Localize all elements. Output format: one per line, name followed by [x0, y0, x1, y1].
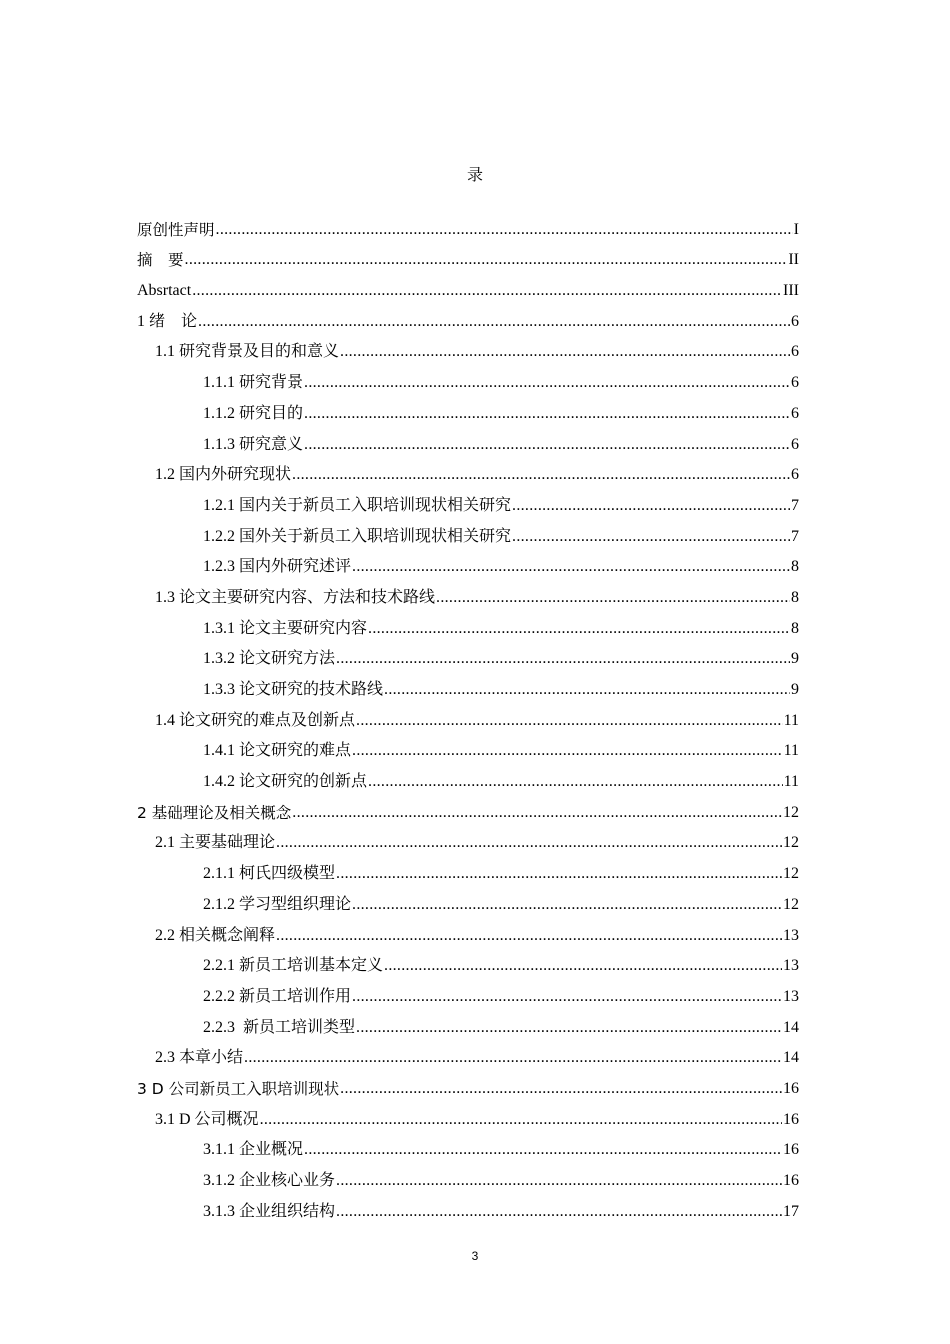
- toc-entry-label: 1.2 国内外研究现状: [155, 466, 292, 484]
- toc-leader-dots: [512, 527, 790, 547]
- toc-entry-page: 11: [783, 773, 799, 791]
- toc-entry-label: 1.4.1 论文研究的难点: [203, 742, 352, 760]
- toc-entry-label: 2.2 相关概念阐释: [155, 926, 276, 944]
- toc-entry-page: 14: [783, 1018, 799, 1036]
- toc-leader-dots: [185, 250, 788, 270]
- toc-leader-dots: [304, 404, 790, 424]
- toc-entry-page: 7: [791, 527, 799, 545]
- toc-leader-dots: [336, 649, 790, 669]
- toc-entry-page: 6: [791, 374, 799, 392]
- toc-leader-dots: [198, 312, 790, 332]
- toc-entry-page: 12: [783, 865, 799, 883]
- toc-entry-label: 2.1.1 柯氏四级模型: [203, 865, 336, 883]
- toc-entry-page: 16: [783, 1141, 799, 1159]
- toc-entry-page: 6: [791, 466, 799, 484]
- toc-entry-page: 11: [783, 742, 799, 760]
- toc-entry[interactable]: [137, 362, 799, 393]
- toc-entry[interactable]: [137, 700, 799, 731]
- toc-entry-label: 2.1.2 学习型组织理论: [203, 895, 352, 913]
- toc-leader-dots: [384, 956, 782, 976]
- toc-entry-page: 12: [783, 895, 799, 913]
- toc-entry-page: 16: [783, 1079, 799, 1097]
- toc-entry[interactable]: [137, 823, 799, 854]
- toc-entry[interactable]: [137, 1191, 799, 1222]
- toc-entry[interactable]: [137, 669, 799, 700]
- toc-entry-page: 6: [791, 312, 799, 330]
- toc-entry-label: 3.1 D 公司概况: [155, 1110, 259, 1128]
- toc-entry-label: 原创性声明: [137, 220, 215, 239]
- toc-entry-page: 12: [783, 834, 799, 852]
- toc-leader-dots: [304, 1140, 782, 1160]
- toc-entry-label: 1 绪 论: [137, 312, 198, 330]
- toc-entry[interactable]: [137, 976, 799, 1007]
- toc-leader-dots: [356, 1018, 782, 1038]
- toc-entry[interactable]: [137, 485, 799, 516]
- toc-entry[interactable]: [137, 1038, 799, 1069]
- toc-entry-label: 1.2.1 国内关于新员工入职培训现状相关研究: [203, 496, 512, 514]
- toc-entry-page: 16: [783, 1172, 799, 1189]
- toc-leader-dots: [244, 1048, 782, 1068]
- toc-leader-dots: [304, 435, 790, 455]
- toc-entry-label: 3.1.1 企业概况: [203, 1141, 304, 1159]
- toc-entry[interactable]: [137, 731, 799, 762]
- toc-entry[interactable]: [137, 1007, 799, 1038]
- toc-leader-dots: [352, 987, 782, 1007]
- toc-title: 录: [466, 167, 483, 184]
- toc-entry[interactable]: [137, 455, 799, 486]
- toc-entry[interactable]: [137, 301, 799, 332]
- toc-entry-label: 3 D 公司新员工入职培训现状: [137, 1079, 340, 1098]
- toc-leader-dots: [192, 281, 782, 301]
- toc-entry-page: 14: [783, 1049, 799, 1067]
- toc-entry-label: 2.3 本章小结: [155, 1049, 244, 1067]
- toc-entry[interactable]: [137, 1099, 799, 1130]
- toc-leader-dots: [276, 833, 782, 853]
- toc-entry-page: 8: [791, 588, 799, 606]
- toc-entry-label: 1.3.1 论文主要研究内容: [203, 619, 368, 637]
- toc-entry[interactable]: [137, 1130, 799, 1161]
- toc-entry-page: I: [793, 220, 799, 238]
- toc-entry[interactable]: [137, 240, 799, 271]
- toc-entry-page: 8: [791, 619, 799, 637]
- toc-leader-dots: [356, 711, 783, 731]
- toc-entry-page: 11: [783, 711, 799, 729]
- toc-entry-label: 1.3.3 论文研究的技术路线: [203, 681, 384, 698]
- toc-entry[interactable]: [137, 946, 799, 977]
- toc-leader-dots: [276, 926, 782, 946]
- toc-leader-dots: [512, 496, 790, 516]
- toc-leader-dots: [436, 588, 790, 608]
- toc-entry[interactable]: [137, 270, 799, 301]
- toc-entry-page: 6: [791, 435, 799, 453]
- toc-leader-dots: [216, 220, 793, 240]
- toc-entry-page: 7: [791, 496, 799, 514]
- toc-leader-dots: [304, 373, 790, 393]
- toc-entry-label: 1.1.3 研究意义: [203, 435, 304, 453]
- toc-entry-label: 1.1.2 研究目的: [203, 404, 304, 422]
- toc-entry-page: 16: [783, 1110, 799, 1128]
- toc-entry-page: 9: [791, 681, 799, 698]
- toc-entry-page: 8: [791, 558, 799, 576]
- toc-entry-label: 1.4 论文研究的难点及创新点: [155, 711, 356, 729]
- toc-leader-dots: [260, 1110, 782, 1130]
- toc-entry[interactable]: [137, 608, 799, 639]
- toc-entry[interactable]: [137, 915, 799, 946]
- toc-entry[interactable]: [137, 1068, 799, 1099]
- toc-entry[interactable]: [137, 884, 799, 915]
- toc-entry-label: Absrtact: [137, 282, 192, 300]
- table-of-contents: [137, 209, 799, 1222]
- toc-entry-page: II: [788, 251, 799, 269]
- toc-entry-label: 2.2.2 新员工培训作用: [203, 987, 352, 1005]
- toc-entry[interactable]: [137, 547, 799, 578]
- toc-leader-dots: [352, 741, 783, 761]
- toc-leader-dots: [292, 803, 782, 823]
- toc-entry-label: 3.1.2 企业核心业务: [203, 1172, 336, 1189]
- toc-leader-dots: [352, 895, 782, 915]
- toc-leader-dots: [336, 1171, 782, 1191]
- toc-entry[interactable]: [137, 516, 799, 547]
- toc-entry-page: 17: [783, 1202, 799, 1220]
- toc-entry[interactable]: [137, 209, 799, 240]
- toc-entry-label: 3.1.3 企业组织结构: [203, 1202, 336, 1220]
- toc-leader-dots: [336, 1202, 782, 1222]
- toc-entry-label: 1.4.2 论文研究的创新点: [203, 773, 368, 791]
- toc-entry-label: 摘 要: [137, 251, 184, 270]
- toc-entry[interactable]: [137, 393, 799, 424]
- toc-entry-label: 2.1 主要基础理论: [155, 834, 276, 852]
- toc-entry-label: 2.2.1 新员工培训基本定义: [203, 957, 384, 975]
- toc-leader-dots: [336, 864, 782, 884]
- toc-entry[interactable]: [137, 792, 799, 823]
- toc-leader-dots: [368, 772, 783, 792]
- toc-entry[interactable]: [137, 332, 799, 363]
- toc-entry-page: 13: [783, 926, 799, 944]
- toc-entry-label: 2 基础理论及相关概念: [137, 803, 292, 822]
- toc-entry-page: 13: [783, 987, 799, 1005]
- toc-leader-dots: [384, 680, 790, 700]
- toc-leader-dots: [340, 1079, 782, 1099]
- toc-entry[interactable]: [137, 761, 799, 792]
- toc-entry[interactable]: [137, 1160, 799, 1191]
- toc-entry-label: 1.1.1 研究背景: [203, 374, 304, 392]
- toc-entry-label: 1.1 研究背景及目的和意义: [155, 343, 340, 361]
- toc-entry[interactable]: [137, 424, 799, 455]
- toc-entry[interactable]: [137, 853, 799, 884]
- toc-entry-label: 2.2.3 新员工培训类型: [203, 1018, 356, 1036]
- toc-entry[interactable]: [137, 639, 799, 670]
- toc-entry-page: III: [783, 282, 799, 300]
- toc-entry-page: 6: [791, 343, 799, 361]
- toc-entry-page: 13: [783, 957, 799, 975]
- toc-entry-label: 1.3 论文主要研究内容、方法和技术路线: [155, 588, 436, 606]
- toc-entry-page: 12: [783, 803, 799, 821]
- toc-entry-page: 6: [791, 404, 799, 422]
- toc-entry[interactable]: [137, 577, 799, 608]
- toc-leader-dots: [352, 557, 790, 577]
- toc-leader-dots: [292, 465, 790, 485]
- toc-entry-page: 9: [791, 650, 799, 668]
- toc-entry-label: 1.2.3 国内外研究述评: [203, 558, 352, 576]
- toc-entry-label: 1.2.2 国外关于新员工入职培训现状相关研究: [203, 527, 512, 545]
- toc-entry-label: 1.3.2 论文研究方法: [203, 650, 336, 668]
- toc-leader-dots: [368, 619, 790, 639]
- page-number: 3: [471, 1249, 479, 1263]
- toc-leader-dots: [340, 342, 790, 362]
